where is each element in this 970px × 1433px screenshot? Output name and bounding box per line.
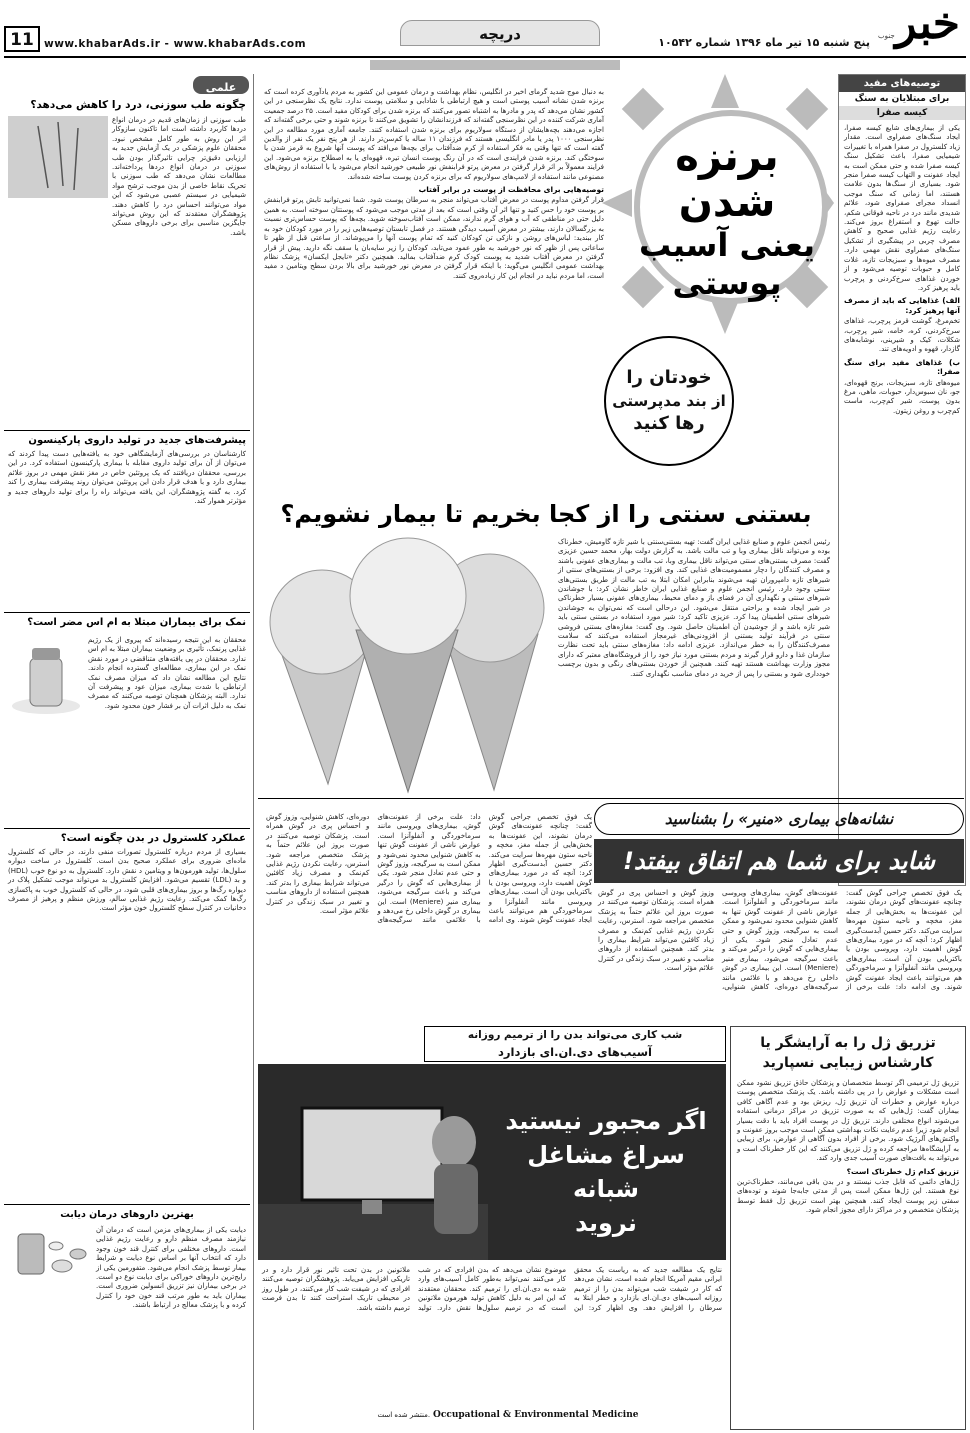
icecream-image (258, 534, 554, 796)
lead-title: برنزه شدن یعنی آسیب پوستی (638, 134, 816, 302)
lead-body: به دنبال موج شدید گرمای اخیر در انگلیس، نظام بهداشت و درمان عمومی این کشور به مردم یادآوری کرده است که برنزه شدن نشانه آسیب پوستی است و هیچ ارتباطی با شادابی و سلامتی پوست ندارد. نتایج یک نظرسنجی در این کشور نشان می‌دهد که پدر و مادرها به اشتباه تصور می‌کنند که برنزه شدن برای کودکان مفید است. ۲۵ درصد جمعیت آماری شرکت کننده در این نظرسنجی گفته‌اند که فرزندانشان را تشویق می‌کنند تا برنزه شوند و حتی برخی گفته‌اند که اجازه می‌دهند بچه‌هایشان از دستگاه سولاریوم برای برنزه شدن استفاده کنند. جامعه آماری مورد مطالعه در این نظرسنجی ۱۰۰۰ پدر یا مادر انگلیسی هستند که فرزندان ۱۱ ساله یا کم‌سن‌تر دارند. از هر پنج نفر یک نفر از والدین گفته است که تنها وقتی به فکر استفاده از کرم ضدآفتاب برای بچه‌ها می‌افتد که پوست آنها شروع به قرمز شدن یا سوختگی کند. برنزه شدن فرایندی است که در آن رنگ پوست انسان تیره، قهوه‌ای یا به اصطلاح برنزه می‌شود. این فرایند معمولاً بر اثر قرار گرفتن در معرض پرتو فرابنفش نور طبیعی خورشید انجام می‌شود یا با استفاده از روش‌های مصنوعی مانند استفاده از لامپ‌های سولاریوم که برای برنزه کردن پوست ساخته شده‌اند. توصیه‌هایی برای محافظت از پوست در برابر آفتاب قرار گرفتن مداوم پوست در معرض آفتاب می‌تواند منجر به سرطان پوست شود. شما نمی‌توانید تابش پرتو فرابنفش بر پوست خود را حس کنید و تنها اثر آن وقتی است که بعد از مدتی موجب می‌شود که پوستتان سوخته است. به همین دلیل حتی در مناطقی که آب و هوای گرم ندارند، ممکن است آفتاب‌سوخته شوید. بچه‌ها که پوست حساس‌تری نسبت به بزرگسالان دارند، بیشتر در معرض آسیب دیدگی هستند. در فصل تابستان توصیه‌هایی زیر را در مورد کودکان خود به کار ببندید: لباس‌های روشن و نازکی تن کودکان کنید که تمام پوست آنها را می‌پوشاند. از ساعتی قبل از ظهر تا ساعاتی پس از ظهر که نور خورشید به طور عمود می‌تابد، کودکان را زیر سایه‌بان یا سقف نگه دارید. پیش از قرار گرفتن در معرض آفتاب شدید به پوست کودک کرم ضدآفتاب بمالید. همچنین دکتر «نایجل ایکسان» پزشک نظام بهداشت عمومی انگلیس می‌گوید: با اینکه قرار گرفتن در معرض نور خورشید برای بالا بردن سطح ویتامین د مفید است، اما مردم نباید در انجام این کار زیاده‌روی کنند. (264, 88, 605, 280)
nightshift-body: نتایج یک مطالعه جدید که به ریاست یک محقق ایرانی مقیم آمریکا انجام شده است، نشان می‌دهد که کار در شیفت شب می‌تواند بدن را از ترمیم روزانه آسیب‌های دی.ان.ای بازدارد و خطر ابتلا به سرطان را افزایش دهد. وی اظهار کرد: این موضوع نشان می‌دهد که بدن افرادی که در شب کار می‌کنند نمی‌تواند به‌طور کامل آسیب‌های وارد شده به دی.ان.ای را ترمیم کند. محققان معتقدند که این امر به دلیل کاهش تولید هورمون ملاتونین است که در ترمیم سلول‌ها نقش دارد. تولید ملاتونین در بدن تحت تاثیر نور قرار دارد و در تاریکی افزایش می‌یابد. پژوهشگران توصیه می‌کنند افرادی که در شیفت شب کار می‌کنند، در طول روز در محیطی تاریک استراحت کنند تا بدن فرصت ترمیم داشته باشد. (262, 1266, 722, 1312)
sidebar-list-body: تخم‌مرغ، گوشت قرمز پرچرب، غذاهای سرخ‌کردنی، کره، خامه، شیر پرچرب، شکلات، کیک و شیرینی، نوشابه‌های گازدار، قهوه و ادویه‌های تند. (844, 317, 960, 354)
filler-body: تزریق ژل ترمیمی اگر توسط متخصصان و پزشکان حاذق تزریق نشود ممکن است مشکلات و عوارض را در پی داشته باشد. یک پزشک متخصص پوست درباره عوارض و خطرات آن تزریق ژل، ریزش بود و عدم آگاهی کافی بیماران گفت: ژل‌هایی که به صورت تزریق در مراکز درمانی استفاده می‌شوند انواع مختلفی دارند. تزریق ژل در پوست افراد باید با دقت بسیار انجام شود زیرا عدم رعایت نکات بهداشتی ممکن است موجب بروز عفونت و واکنش‌های آلرژیک شود. برخی از افراد بدون آگاهی از عوارض، برای زیبایی به آرایشگاه‌ها مراجعه کرده و ژل تزریق می‌کنند که این کار خطرناک است و می‌تواند به بافت‌های صورت آسیب جدی وارد کند. (737, 1079, 959, 1163)
meniere-body-cont: یک فوق تخصص جراحی گوش گفت: چنانچه عفونت‌های گوش درمان نشوند، این عفونت‌ها به بخش‌هایی از جمله مغز، مخچه و ناحیه ستون مهره‌ها سرایت می‌کند. دکتر حسین آبدست‌گیری اظهار کرد: آنچه که در مورد بیماری‌های گوش اهمیت دارد، ویروسی بودن یا باکتریایی بودن آن است. بیماری‌های ویروسی مانند آنفلوآنزا و سرماخوردگی هم می‌توانند باعث ایجاد عفونت گوش شوند. وی ادامه داد: علت برخی از عفونت‌های گوش، بیماری‌های ویروسی مانند سرماخوردگی و آنفلوآنزا است. عوارض ناشی از عفونت گوش تنها به کاهش شنوایی محدود نمی‌شود و ممکن است به سرگیجه، وزوز گوش و حتی عدم تعادل منجر شود. یکی از بیماری‌هایی که گوش را درگیر می‌کند و باعث سرگیجه می‌شود، بیماری منیر (Meniere) است. این بیماری در گوش داخلی رخ می‌دهد و با علائمی مانند سرگیجه‌های دوره‌ای، کاهش شنوایی، وزوز گوش و احساس پری در گوش همراه است. پزشکان توصیه می‌کنند در صورت بروز این علائم حتماً به پزشک متخصص مراجعه شود. استرس، رعایت نکردن رژیم غذایی کم‌نمک و مصرف زیاد کافئین می‌تواند شرایط بیماری را بدتر کند. همچنین استفاده از داروهای مناسب و تغییر در سبک زندگی در کنترل علائم مؤثر است. (598, 889, 962, 992)
page-number: 11 (4, 26, 40, 52)
sun-ray (786, 88, 828, 130)
a2-body: کارشناسان در بررسی‌های آزمایشگاهی خود به یافته‌هایی دست پیدا کردند که می‌توان از آن برای تولید داروی مقابله با بیماری پارکینسون استفاده کرد. در این بررسی، محققان دریافتند که یک پروتئین خاص در مغز نقش مهمی در بروز علائم بیماری دارد و با هدف قرار دادن این پروتئین می‌توان روند پیشرفت بیماری را کند کرد. به گفته پژوهشگران، این یافته می‌تواند راه را برای تولید داروهای جدید و مؤثرتر هموار کند. (8, 450, 246, 506)
masthead-banner: KHABAR-E-JONOOB MORNING NEWSPAPER (370, 60, 620, 70)
lead-subhead: توصیه‌هایی برای محافظت از پوست در برابر آفتاب (418, 185, 604, 195)
icecream-story (258, 494, 834, 796)
left-column (4, 74, 254, 1430)
sun-ray (711, 300, 739, 334)
issue-date: پنج شنبه ۱۵ تیر ماه ۱۳۹۶ شماره ۱۰۵۴۲ (658, 36, 870, 49)
masthead (0, 0, 970, 77)
left-divider (4, 1204, 250, 1205)
meniere-title: شاید برای شما هم اتفاق بیفتد! (622, 847, 936, 875)
a1-body: طب سوزنی از زمان‌های قدیم در درمان انواع دردها کاربرد داشته است اما تاکنون سازوکار اثر این روش به طور کامل مشخص نبود. محققان علوم پزشکی در یک آزمایش جدید به ارزیابی دقیق‌تر چرایی تاثیرگذار بودن طب سوزنی در درمان انواع دردها پرداخته‌اند. مطالعات نشان می‌دهد که طب سوزنی با تحریک نقاط خاصی از بدن موجب ترشح مواد شیمیایی در سیستم عصبی می‌شود که این مواد می‌توانند احساس درد را کاهش دهند. پژوهشگران معتقدند که این روش می‌تواند جایگزین مناسبی برای برخی داروهای مسکن باشد. (112, 116, 246, 237)
logo-subtext: جنوب (878, 32, 895, 40)
nightshift-journal: منتشر شده است. Occupational & Environmental Medicine (377, 1410, 639, 1420)
cone-middle (350, 538, 466, 792)
night-worker-illustration (258, 1064, 488, 1260)
lead-story (258, 74, 834, 492)
left-article-2 (4, 434, 250, 610)
a4-body: بسیاری از مردم درباره کلسترول تصورات منفی دارند، در حالی که کلسترول ماده‌ای ضروری برای عملکرد صحیح بدن است. کلسترول در ساخت دیواره سلول‌ها، تولید هورمون‌ها و ویتامین د نقش دارد. کلسترول به دو نوع خوب (HDL) و بد (LDL) تقسیم می‌شود. افزایش کلسترول بد می‌تواند موجب تشکیل پلاک در دیواره رگ‌ها و بروز بیماری‌های قلبی شود، در حالی که کلسترول خوب به پاکسازی رگ‌ها کمک می‌کند. رعایت رژیم غذایی سالم، ورزش منظم و پرهیز از مصرف دخانیات در کنترل سطح کلسترول خون مؤثر است. (8, 848, 246, 913)
section-tab (400, 20, 600, 46)
a5-title: بهترین داروهای درمان دیابت (60, 1209, 194, 1220)
a3-title: نمک برای بیماران مبتلا به ام اس مضر است؟ (27, 617, 246, 628)
sun-graphic (602, 74, 834, 492)
nightshift-story (258, 1026, 726, 1430)
left-divider (4, 828, 250, 829)
masthead-rule (4, 56, 966, 58)
nightshift-headline: اگر مجبور نیستید سراغ مشاغل شبانه نروید (505, 1107, 707, 1237)
left-divider (4, 612, 250, 613)
sidebar-list-body-2: میوه‌های تازه، سبزیجات، برنج قهوه‌ای، جو، نان سبوس‌دار، حبوبات، ماهی، مرغ بدون پوست، شیر کم‌چرب، ماست کم‌چرب و روغن زیتون. (844, 378, 960, 415)
logo-text: خبر (895, 0, 960, 49)
meniere-title-box (594, 839, 964, 883)
filler-subhead: تزریق کدام ژل خطرناک است؟ (846, 1166, 959, 1176)
sun-ray (622, 88, 664, 130)
nightshift-kicker-box: شب کاری می‌تواند بدن را از ترمیم روزانه آسیب‌های دی.ان.ای بازدارد (424, 1026, 726, 1062)
a3-body: محققان به این نتیجه رسیده‌اند که پیروی از یک رژیم غذایی پرنمک، تأثیری بر وضعیت بیماران مبتلا به ام اس ندارد. محققان در پی یافته‌های متناقضی در مورد نقش نمک در این بیماری، مطالعه‌ای گسترده انجام دادند. نتایج این مطالعه نشان داد که میزان مصرف نمک ارتباطی با شدت بیماری، میزان عود و پیشرفت آن ندارد. البته پزشکان همچنان توصیه می‌کنند که مصرف نمک به دلیل اثرات آن بر فشار خون محدود شود. (88, 636, 246, 710)
icecream-body: رئیس انجمن علوم و صنایع غذایی ایران گفت: تهیه بستنی‌سنتی با شیر تازه گاومیش، خطرناک بوده و می‌تواند ناقل بیماری وبا و تب مالت باشد. به گزارش دولت بهار، محمد حسین عزیزی گفت: مصرف بستنی‌های سنتی می‌تواند ناقل بیماری وبا، تب مالت و بیماری‌های عفونی باشند و مصرف کنندگان را دچار مسمومیت‌های غذایی کند. وی افزود: برخی از بستنی‌های سنتی از شیرهای تازه دامپروران تهیه می‌شوند بنابراین امکان ابتلا به تب مالت از طریق بستنی‌های سنتی وجود دارد. رئیس انجمن علوم و صنایع غذایی ایران خاطر نشان کرد: با جوشاندن شیرهای سنتی و نگهداری آن در فضای باز و دمای محیط، بیماری‌های عفونی بسیار خطرناکی در شیر ایجاد شده و براحتی منتقل می‌شود. این درحالی است که نمی‌توان به جوشاندن شیرهای سنتی اطمینان پیدا کرد. عزیزی تاکید کرد: شیر مورد استفاده در بستنی سنتی باید شیر تازه باشد و از جوشیدن آن اطمینان حاصل شود. وی گفت: مغازه‌های بستنی فروشی سنتی در فرآیند تولید بستنی از افزودنی‌های غیرمجاز استفاده می‌کنند که سلامت مصرف‌کنندگان را به خطر می‌اندازد. عزیزی ادامه داد: مغازه‌های سنتی باید تحت نظارت سازمان غذا و دارو قرار گیرند و مردم بستنی مورد نیاز خود را از فروشگاه‌های معتبر که دارای مجوز وزارت بهداشت هستند تهیه کنند. همچنین از خوردن بستنی‌های رنگی و بدون برچسب خودداری شود و بستنی را پس از خرید در دمای مناسب نگهداری کنند. (558, 538, 830, 678)
sun-ray (711, 74, 739, 108)
meniere-kicker-box (594, 803, 964, 835)
filler-title: تزریق ژل را به آرایشگر یا کارشناس زیبایی نسپارید (760, 1035, 936, 1071)
left-divider (4, 430, 250, 431)
nightshift-photo (258, 1064, 726, 1260)
sidebar-title-2: برای مبتلایان به سنگ (839, 92, 965, 106)
sidebar-list-heading-2: ب) غذاهای مفید برای سنگ صفرا: (844, 357, 960, 377)
sidebar-list-heading: الف) غذاهایی که باید از مصرف آنها پرهیز کرد: (844, 296, 960, 315)
filler-story (730, 1026, 966, 1430)
left-article-1 (4, 98, 250, 428)
meniere-kicker: نشانه‌های بیماری «منیر» را بشناسید (664, 810, 894, 828)
sidebar-body: یکی از بیماری‌های شایع کیسه صفرا، ایجاد سنگ‌های صفراوی است. مقدار زیاد کلسترول در صفرا همراه با تغییرات شیمیایی صفرا، باعث تشکیل سنگ کیسه صفرا شده و حتی ممکن است به ایجاد عفونت و التهاب کیسه صفرا منجر شود. بسیاری از سنگ‌ها بدون علامت هستند، اما زمانی که سنگ موجب انسداد مجرای صفراوی شود، علائم شدیدی مانند درد در ناحیه فوقانی شکم، حالت تهوع و استفراغ بروز می‌کند. رعایت رژیم غذایی صحیح و کاهش مصرف چربی در پیشگیری از تشکیل سنگ‌های صفراوی نقش مهمی دارد. مصرف میوه‌ها و سبزیجات تازه، غلات کامل و حبوبات توصیه می‌شود و از خوردن غذاهای سرخ‌کردنی و پرچرب باید پرهیز کرد. (844, 124, 960, 292)
right-sidebar (838, 74, 966, 886)
sidebar-subtitle: کیسه صفرا (839, 106, 965, 120)
a1-title: چگونه طب سوزنی، درد را کاهش می‌دهد؟ (30, 99, 246, 111)
filler-body-2: ژل‌های دائمی که قابل جذب نیستند و در بدن باقی می‌مانند، خطرناک‌ترین نوع هستند. این ژل‌ها ممکن است پس از مدتی جابه‌جا شوند و توده‌های سفتی زیر پوست ایجاد کنند. همچنین بهتر است تزریق ژل فقط توسط پزشکان متخصص و در مراکز دارای مجوز انجام شود. (737, 1178, 959, 1215)
a4-title: عملکرد کلسترول در بدن چگونه است؟ (60, 833, 246, 844)
section-label-box (193, 76, 249, 94)
a5-body: دیابت یکی از بیماری‌های مزمن است که درمان آن نیازمند مصرف منظم دارو و رعایت رژیم غذایی است. داروهای مختلفی برای کنترل قند خون وجود دارد که انتخاب آنها بر اساس نوع دیابت و شرایط بیمار توسط پزشک انجام می‌شود. متفورمین یکی از رایج‌ترین داروهای خوراکی برای دیابت نوع دو است. در برخی بیماران نیز تزریق انسولین ضروری است. بیماران باید به طور مرتب قند خون خود را کنترل کرده و با پزشک معالج در ارتباط باشند. (96, 1226, 246, 1310)
section-label: علمی (205, 81, 237, 94)
section-name: دریچه (479, 25, 521, 43)
icecream-title: بستنی سنتی را از کجا بخریم تا بیمار نشویم؟ (280, 500, 812, 528)
lead-subtitle-badge: خودتان را از بند مدپرستی رها کنید (604, 336, 734, 466)
left-article-4 (4, 832, 250, 1202)
website-url: www.khabarAds.ir - www.khabarAds.com (44, 38, 307, 50)
left-article-5 (4, 1208, 250, 1428)
a2-title: پیشرفت‌های جدید در تولید داروی پارکینسون (28, 435, 246, 446)
meniere-body: یک فوق تخصص جراحی گوش گفت: چنانچه عفونت‌های گوش درمان نشوند، این عفونت‌ها به بخش‌هایی از جمله مغز، مخچه و ناحیه ستون مهره‌ها سرایت می‌کند. دکتر حسین آبدست‌گیری اظهار کرد: آنچه که در مورد بیماری‌های گوش اهمیت دارد، ویروسی بودن یا باکتریایی بودن آن است. بیماری‌های ویروسی مانند آنفلوآنزا و سرماخوردگی هم می‌توانند باعث ایجاد عفونت گوش شوند. وی ادامه داد: علت برخی از عفونت‌های گوش، بیماری‌های ویروسی مانند سرماخوردگی و آنفلوآنزا است. عوارض ناشی از عفونت گوش تنها به کاهش شنوایی محدود نمی‌شود و ممکن است به سرگیجه، وزوز گوش و حتی عدم تعادل منجر شود. یکی از بیماری‌هایی که گوش را درگیر می‌کند و باعث سرگیجه می‌شود، بیماری منیر (Meniere) است. این بیماری در گوش داخلی رخ می‌دهد و با علائمی مانند سرگیجه‌های دوره‌ای، کاهش شنوایی، وزوز گوش و احساس پری در گوش همراه است. پزشکان توصیه می‌کنند در صورت بروز این علائم حتماً به پزشک متخصص مراجعه شود. استرس، رعایت نکردن رژیم غذایی کم‌نمک و مصرف زیاد کافئین می‌تواند شرایط بیماری را بدتر کند. همچنین استفاده از داروهای مناسب و تغییر در سبک زندگی در کنترل علائم مؤثر است. (266, 813, 592, 925)
left-article-3 (4, 616, 250, 826)
meniere-story (258, 798, 964, 1020)
sidebar-title: توصیه‌های مفید (839, 75, 965, 92)
newspaper-logo (874, 2, 966, 50)
